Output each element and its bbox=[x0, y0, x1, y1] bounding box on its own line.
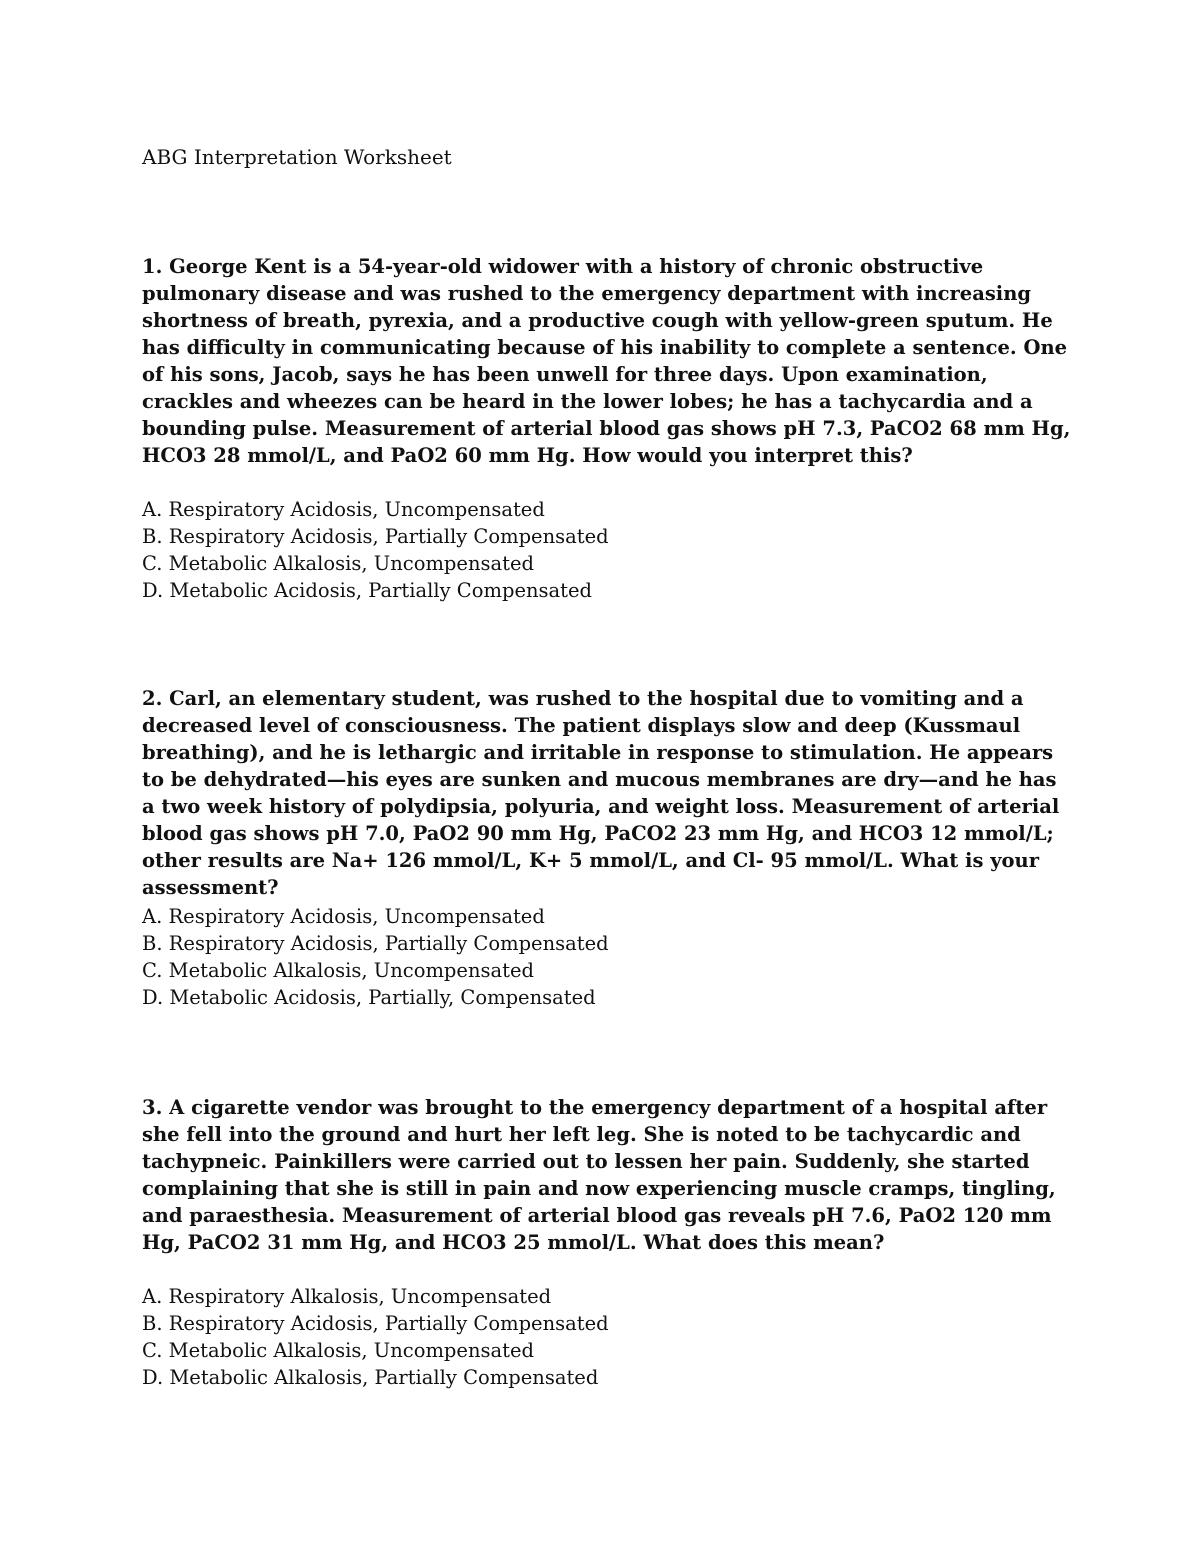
question-2-option-a: A. Respiratory Acidosis, Uncompensated bbox=[142, 905, 545, 928]
question-2-option-c: C. Metabolic Alkalosis, Uncompensated bbox=[142, 959, 535, 982]
question-1-options bbox=[142, 496, 1042, 604]
question-3-option-a: A. Respiratory Alkalosis, Uncompensated bbox=[142, 1285, 552, 1308]
question-1-option-c: C. Metabolic Alkalosis, Uncompensated bbox=[142, 552, 535, 575]
question-1-option-a: A. Respiratory Acidosis, Uncompensated bbox=[142, 498, 545, 521]
question-2-text: 2. Carl, an elementary student, was rushed to the hospital due to vomiting and a decreased level of consciousness. The patient displays slow and deep (Kussmaul breathing), and he is lethargic and irritable in response to stimulation. He appears to be dehydrated—his eyes are sunken and mucous membranes are dry—and he has a two week history of polydipsia, polyuria, and weight loss. Measurement of arterial blood gas shows pH 7.0, PaO2 90 mm Hg, PaCO2 23 mm Hg, and HCO3 12 mmol/L; other results are Na+ 126 mmol/L, K+ 5 mmol/L, and Cl- 95 mmol/L. What is your assessment? bbox=[142, 687, 1060, 899]
question-3-text: 3. A cigarette vendor was brought to the emergency department of a hospital after she fell into the ground and hurt her left leg. She is noted to be tachycardic and tachypneic. Painkillers were carried out to lessen her pain. Suddenly, she started complaining that she is still in pain and now experiencing muscle cramps, tingling, and paraesthesia. Measurement of arterial blood gas reveals pH 7.6, PaO2 120 mm Hg, PaCO2 31 mm Hg, and HCO3 25 mmol/L. What does this mean? bbox=[142, 1096, 1056, 1254]
question-3-option-c: C. Metabolic Alkalosis, Uncompensated bbox=[142, 1339, 535, 1362]
question-2-option-b: B. Respiratory Acidosis, Partially Compensated bbox=[142, 932, 609, 955]
question-1-option-d: D. Metabolic Acidosis, Partially Compensated bbox=[142, 579, 593, 602]
question-1-option-b: B. Respiratory Acidosis, Partially Compensated bbox=[142, 525, 609, 548]
question-2-options bbox=[142, 903, 1042, 1011]
question-2-option-d: D. Metabolic Acidosis, Partially, Compensated bbox=[142, 986, 596, 1009]
question-3-options bbox=[142, 1283, 1042, 1391]
question-3-option-d: D. Metabolic Alkalosis, Partially Compensated bbox=[142, 1366, 599, 1389]
question-3-option-b: B. Respiratory Acidosis, Partially Compensated bbox=[142, 1312, 609, 1335]
worksheet-title: ABG Interpretation Worksheet bbox=[142, 145, 452, 169]
question-1-text: 1. George Kent is a 54-year-old widower with a history of chronic obstructive pulmonary disease and was rushed to the emergency department with increasing shortness of breath, pyrexia, and a productive cough with yellow-green sputum. He has difficulty in communicating because of his inability to complete a sentence. One of his sons, Jacob, says he has been unwell for three days. Upon examination, crackles and wheezes can be heard in the lower lobes; he has a tachycardia and a bounding pulse. Measurement of arterial blood gas shows pH 7.3, PaCO2 68 mm Hg, HCO3 28 mmol/L, and PaO2 60 mm Hg. How would you interpret this? bbox=[142, 255, 1071, 467]
